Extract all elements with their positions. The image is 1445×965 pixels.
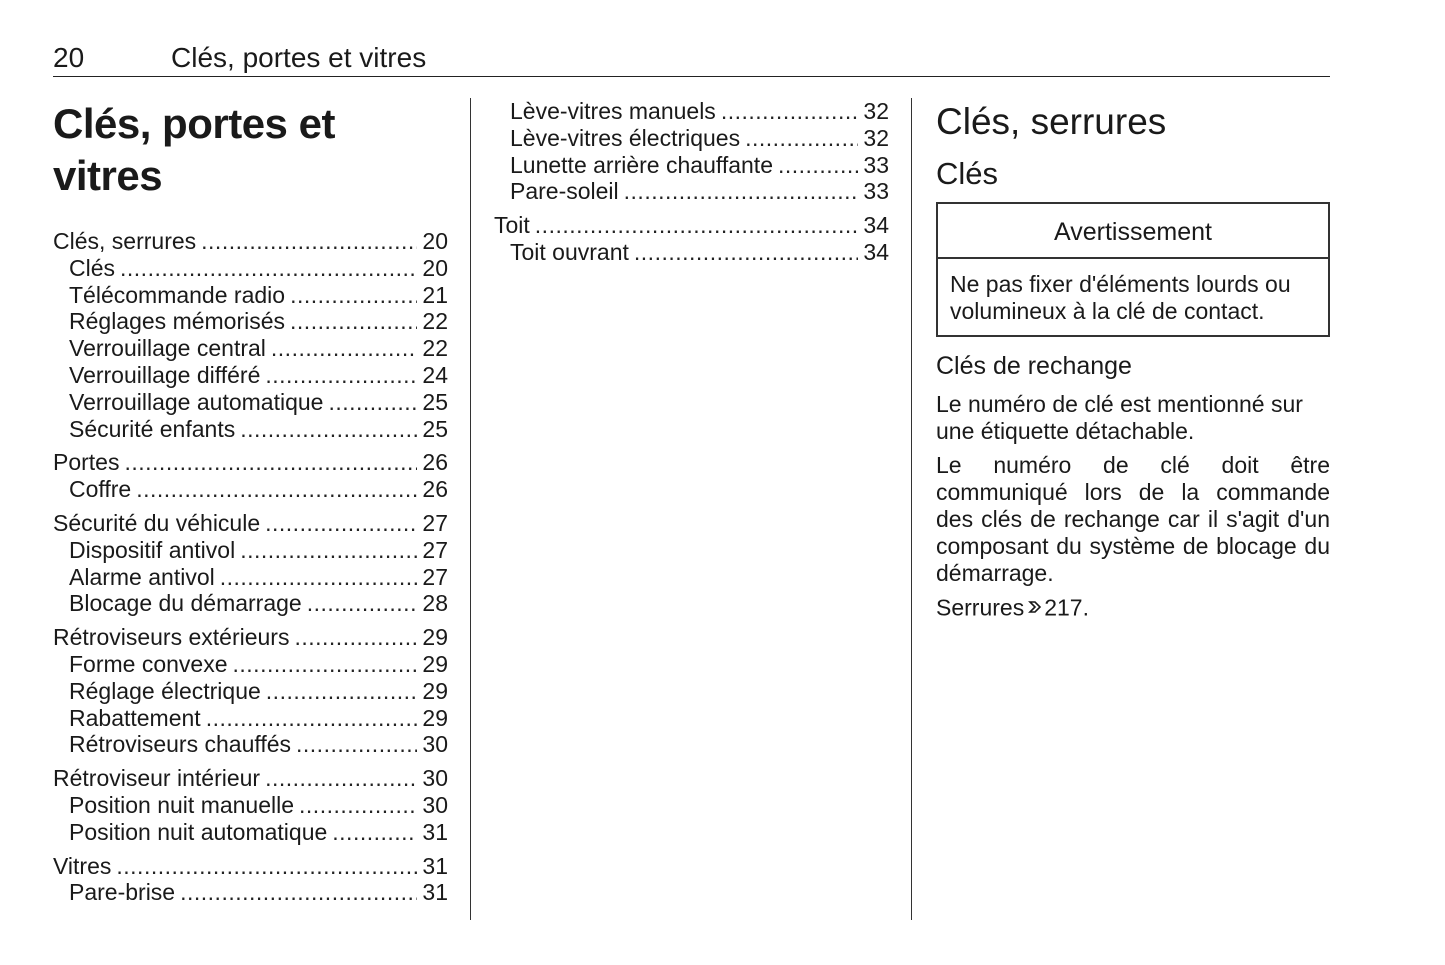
toc-entry[interactable] (53, 651, 448, 678)
paragraph: Le numéro de clé est mentionné sur une étiquette détachable. (936, 391, 1303, 444)
toc-entry-page: 22 (422, 335, 448, 362)
toc-entry-page: 21 (422, 281, 448, 308)
toc-entry[interactable] (53, 590, 448, 617)
warning-box (936, 202, 1330, 337)
subsection-heading: Clés (936, 156, 999, 191)
toc-entry-page: 27 (422, 509, 448, 536)
toc-entry[interactable] (494, 178, 889, 205)
toc-leader-dots (745, 125, 858, 152)
chapter-title: Clés, portes et vitres (53, 100, 335, 199)
toc-leader-dots (328, 389, 417, 416)
toc-entry[interactable] (53, 537, 448, 564)
toc-entry-label: Toit ouvrant (510, 238, 629, 265)
toc-entry-label: Télécommande radio (69, 281, 286, 308)
toc-entry[interactable] (53, 765, 448, 792)
toc-entry-page: 24 (422, 361, 448, 388)
toc-entry-label: Clés (69, 254, 116, 281)
toc-entry-label: Réglage électrique (69, 677, 261, 704)
toc-leader-dots (271, 335, 418, 362)
toc-entry-label: Lève-vitres électriques (510, 124, 741, 151)
toc-entry-page: 30 (422, 791, 448, 818)
toc-entry[interactable] (53, 731, 448, 758)
toc-entry-label: Blocage du démarrage (69, 590, 302, 617)
toc-leader-dots (180, 879, 417, 906)
toc-entry-page: 32 (863, 98, 889, 124)
toc-entry-label: Alarme antivol (69, 563, 215, 590)
toc-entry-page: 29 (422, 624, 448, 651)
warning-title: Avertissement (938, 204, 1328, 259)
toc-entry-page: 31 (422, 852, 448, 879)
toc-entry-page: 25 (422, 415, 448, 442)
toc-entry[interactable] (494, 239, 889, 266)
cross-reference[interactable] (936, 594, 1330, 625)
toc-entry-label: Vitres (53, 852, 112, 879)
toc-list (53, 228, 448, 906)
toc-leader-dots (116, 853, 417, 880)
toc-leader-dots (201, 228, 417, 255)
toc-leader-dots (265, 362, 417, 389)
page-number: 20 (53, 42, 85, 73)
toc-entry-label: Forme convexe (69, 650, 228, 677)
toc-entry-label: Portes (53, 449, 120, 476)
toc-entry-page: 29 (422, 650, 448, 677)
toc-entry[interactable] (53, 228, 448, 255)
toc-entry-page: 30 (422, 731, 448, 758)
toc-entry-page: 30 (422, 765, 448, 792)
toc-leader-dots (136, 476, 417, 503)
toc-leader-dots (294, 624, 417, 651)
toc-leader-dots (634, 239, 859, 266)
toc-entry-label: Sécurité enfants (69, 415, 236, 442)
toc-entry-label: Verrouillage central (69, 335, 266, 362)
toc-entry[interactable] (53, 624, 448, 651)
toc-entry[interactable] (494, 98, 889, 125)
toc-entry[interactable] (494, 152, 889, 179)
toc-entry[interactable] (53, 416, 448, 443)
toc-entry-page: 22 (422, 308, 448, 335)
toc-entry-page: 27 (422, 536, 448, 563)
toc-entry-label: Toit (494, 212, 530, 239)
toc-leader-dots (290, 308, 417, 335)
toc-entry-label: Coffre (69, 476, 132, 503)
toc-entry[interactable] (53, 879, 448, 906)
toc-entry[interactable] (53, 282, 448, 309)
toc-entry-label: Pare-soleil (510, 178, 619, 205)
toc-entry-label: Pare-brise (69, 879, 176, 906)
toc-entry[interactable] (53, 853, 448, 880)
toc-leader-dots (307, 590, 418, 617)
toc-leader-dots (265, 765, 417, 792)
toc-entry[interactable] (53, 308, 448, 335)
section-heading: Clés, serrures (936, 101, 1167, 142)
toc-entry-page: 28 (422, 590, 448, 617)
toc-column-1 (53, 98, 448, 906)
toc-entry[interactable] (53, 819, 448, 846)
toc-entry-page: 20 (422, 254, 448, 281)
toc-leader-dots (296, 731, 417, 758)
toc-leader-dots (120, 255, 417, 282)
column-divider (911, 98, 912, 920)
toc-entry-label: Rétroviseur intérieur (53, 765, 261, 792)
toc-list (494, 98, 889, 266)
toc-entry-label: Clés, serrures (53, 228, 197, 254)
toc-entry-page: 31 (422, 879, 448, 906)
toc-leader-dots (721, 98, 859, 125)
toc-entry-label: Verrouillage automatique (69, 388, 324, 415)
toc-entry-label: Verrouillage différé (69, 361, 261, 388)
toc-entry[interactable] (53, 792, 448, 819)
toc-entry-label: Dispositif antivol (69, 536, 236, 563)
toc-entry-page: 27 (422, 563, 448, 590)
toc-leader-dots (240, 537, 417, 564)
toc-entry[interactable] (53, 705, 448, 732)
toc-entry[interactable] (53, 678, 448, 705)
toc-entry-label: Position nuit automatique (69, 818, 328, 845)
toc-entry-label: Réglages mémorisés (69, 308, 286, 335)
toc-entry[interactable] (494, 125, 889, 152)
toc-leader-dots (290, 282, 417, 309)
toc-entry[interactable] (53, 362, 448, 389)
paragraph: Le numéro de clé doit être communiqué lors de la commande des clés de rechange car il s'agit d'un composant du système de blocage du démarrage. (936, 452, 1330, 586)
toc-entry-page: 33 (863, 151, 889, 178)
toc-leader-dots (332, 819, 417, 846)
toc-entry-page: 26 (422, 449, 448, 476)
toc-column-2 (494, 98, 889, 266)
toc-entry-page: 26 (422, 476, 448, 503)
spare-keys-heading: Clés de rechange (936, 352, 1132, 380)
toc-leader-dots (265, 510, 417, 537)
toc-entry[interactable] (53, 335, 448, 362)
toc-entry-page: 34 (863, 212, 889, 239)
toc-leader-dots (206, 705, 418, 732)
toc-entry[interactable] (53, 476, 448, 503)
toc-entry-page: 20 (422, 228, 448, 254)
toc-entry-label: Sécurité du véhicule (53, 509, 261, 536)
toc-leader-dots (220, 564, 418, 591)
warning-text: Ne pas fixer d'éléments lourds ou volumineux à la clé de contact. (950, 271, 1291, 324)
toc-entry-label: Position nuit manuelle (69, 791, 295, 818)
toc-entry-label: Rabattement (69, 704, 201, 731)
toc-entry-label: Lève-vitres manuels (510, 98, 716, 124)
toc-leader-dots (233, 651, 418, 678)
toc-leader-dots (778, 152, 858, 179)
toc-entry-label: Rétroviseurs extérieurs (53, 624, 290, 651)
toc-entry[interactable] (494, 212, 889, 239)
toc-entry[interactable] (53, 255, 448, 282)
toc-leader-dots (299, 792, 417, 819)
page-reference-arrow-icon (1028, 594, 1042, 621)
page-header (53, 40, 1330, 77)
toc-leader-dots (240, 416, 417, 443)
toc-entry-page: 33 (863, 178, 889, 205)
toc-entry[interactable] (53, 389, 448, 416)
toc-entry[interactable] (53, 449, 448, 476)
toc-entry-page: 29 (422, 704, 448, 731)
toc-leader-dots (266, 678, 418, 705)
toc-entry-page: 25 (422, 388, 448, 415)
toc-entry-page: 31 (422, 818, 448, 845)
toc-entry-page: 34 (863, 238, 889, 265)
toc-leader-dots (124, 449, 417, 476)
content-column (936, 98, 1330, 632)
xref-page: 217. (1044, 594, 1089, 621)
toc-leader-dots (624, 178, 859, 205)
toc-leader-dots (535, 212, 859, 239)
toc-entry[interactable] (53, 564, 448, 591)
xref-label: Serrures (936, 594, 1025, 621)
toc-entry[interactable] (53, 510, 448, 537)
running-title: Clés, portes et vitres (171, 42, 427, 73)
toc-entry-label: Lunette arrière chauffante (510, 151, 773, 178)
toc-entry-label: Rétroviseurs chauffés (69, 731, 292, 758)
toc-entry-page: 32 (863, 124, 889, 151)
column-divider (470, 98, 471, 920)
toc-entry-page: 29 (422, 677, 448, 704)
